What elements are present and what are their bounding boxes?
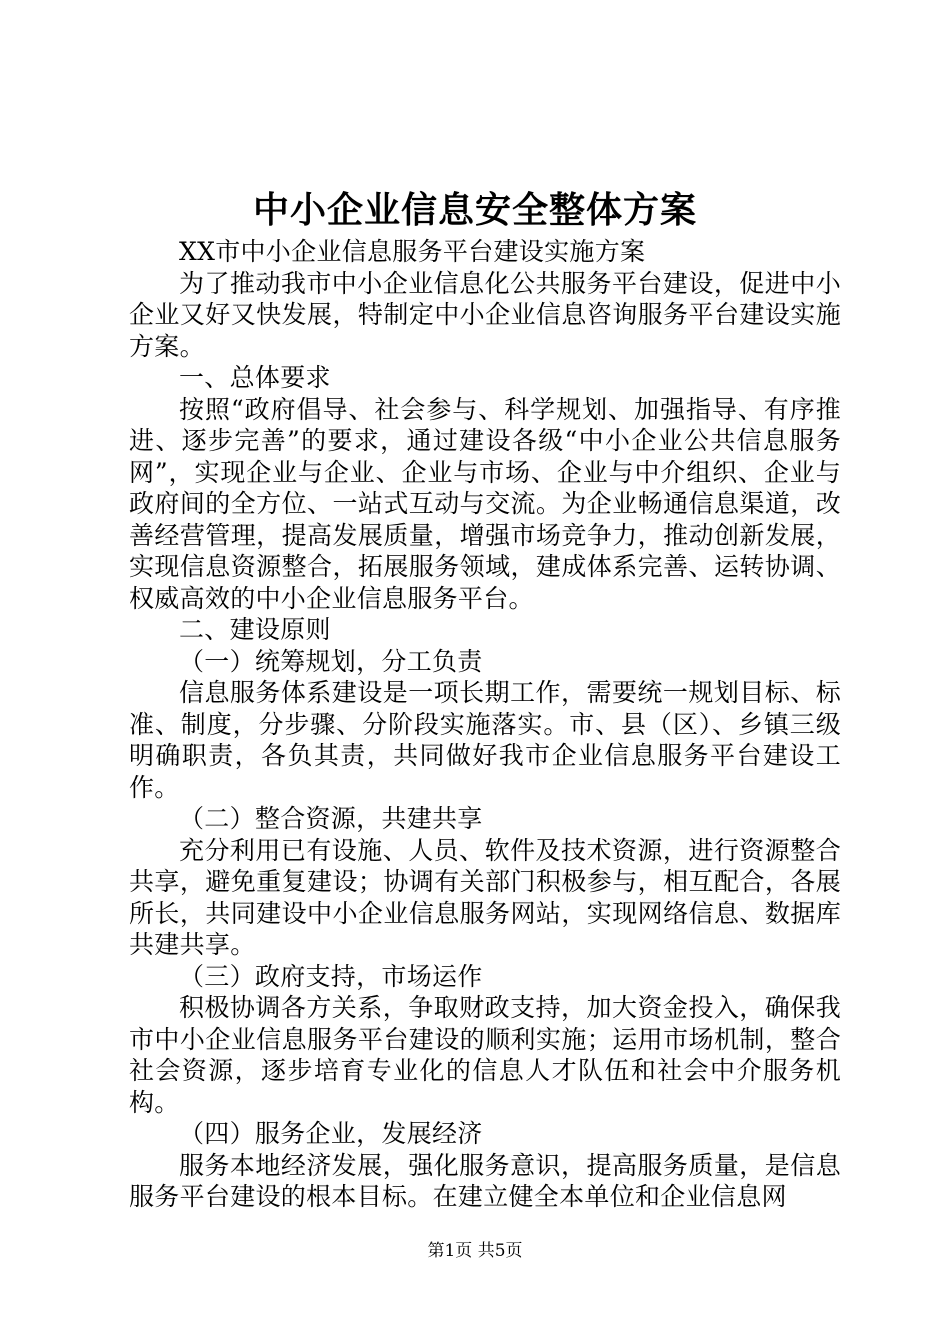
- paragraph: 信息服务体系建设是一项长期工作，需要统一规划目标、标准、制度，分步骤、分阶段实施落实。市、县（区）、乡镇三级明确职责，各负其责，共同做好我市企业信息服务平台建设工作。: [129, 678, 841, 802]
- paragraph: 充分利用已有设施、人员、软件及技术资源，进行资源整合共享，避免重复建设；协调有关部门积极参与，相互配合，各展所长，共同建设中小企业信息服务网站，实现网络信息、数据库共建共享。: [129, 835, 841, 959]
- paragraph: 积极协调各方关系，争取财政支持，加大资金投入，确保我市中小企业信息服务平台建设的顺利实施；运用市场机制，整合社会资源，逐步培育专业化的信息人才队伍和社会中介服务机构。: [129, 993, 841, 1117]
- subsection-heading: （一）统筹规划，分工负责: [179, 646, 483, 676]
- paragraph: 服务本地经济发展，强化服务意识，提高服务质量，是信息服务平台建设的根本目标。在建立健全本单位和企业信息网: [129, 1150, 841, 1211]
- page-footer: 第1页 共5页: [427, 1241, 523, 1261]
- paragraph: 按照“政府倡导、社会参与、科学规划、加强指导、有序推进、逐步完善”的要求，通过建设各级“中小企业公共信息服务网”，实现企业与企业、企业与市场、企业与中介组织、企业与政府间的全方位、一站式互动与交流。为企业畅通信息渠道，改善经营管理，提高发展质量，增强市场竞争力，推动创新发展，实现信息资源整合，拓展服务领域，建成体系完善、运转协调、权威高效的中小企业信息服务平台。: [129, 394, 841, 613]
- section-heading: 一、总体要求: [179, 363, 331, 392]
- document-body: [129, 236, 841, 1213]
- subsection-heading: （三）政府支持，市场运作: [179, 961, 483, 991]
- section-heading: 二、建设原则: [179, 615, 331, 644]
- paragraph: XX市中小企业信息服务平台建设实施方案: [179, 237, 646, 266]
- subsection-heading: （二）整合资源，共建共享: [179, 804, 483, 833]
- document-title: 中小企业信息安全整体方案: [252, 189, 697, 231]
- subsection-heading: （四）服务企业，发展经济: [179, 1119, 483, 1148]
- paragraph: 为了推动我市中小企业信息化公共服务平台建设，促进中小企业又好又快发展，特制定中小企业信息咨询服务平台建设实施方案。: [129, 268, 841, 361]
